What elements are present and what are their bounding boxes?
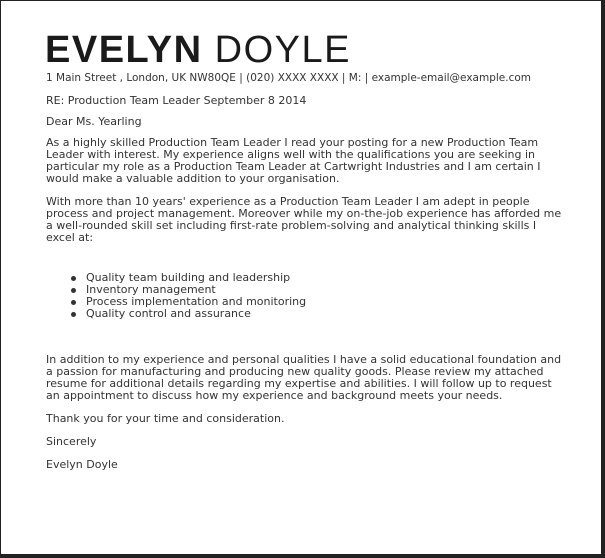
bullet-icon: [71, 312, 76, 317]
skill-text: Process implementation and monitoring: [86, 295, 307, 308]
paragraph-intro: As a highly skilled Production Team Leader I read your posting for a new Production Team Leader with interest. My experience aligns well with the qualifications you are seeking in particular my role as a Production Team Leader at Cartwright Industries and I am certain I would make a valuable addition to your organisation.: [46, 136, 541, 185]
contact-line: 1 Main Street , London, UK NW80QE | (020) XXXX XXXX | M: | example-email@example.com: [46, 72, 531, 84]
bullet-icon: [71, 288, 76, 293]
paragraph-experience: With more than 10 years' experience as a Production Team Leader I am adept in people process and project management. Moreover while my on-the-job experience has afforded me a well-rounded skill set including first-rate problem-solving and analytical thinking skills I excel at:: [46, 195, 562, 244]
salutation: Dear Ms. Yearling: [46, 115, 142, 128]
skill-text: Inventory management: [86, 283, 216, 296]
thanks-line: Thank you for your time and consideration.: [46, 412, 285, 425]
list-item: [71, 308, 566, 320]
re-line: RE: Production Team Leader September 8 2014: [46, 94, 307, 107]
skill-text: Quality team building and leadership: [86, 271, 291, 284]
skills-list: [46, 272, 566, 320]
paragraph-education: In addition to my experience and personal qualities I have a solid educational foundation and a passion for manufacturing and producing new quality goods. Please review my attached resume for additional details regarding my expertise and abilities. I will follow up to request an appointment to discuss how my experience and background meets your needs.: [46, 353, 562, 402]
closing: Sincerely: [46, 435, 97, 448]
letter-body: [46, 95, 566, 471]
bullet-icon: [71, 300, 76, 305]
applicant-name: [45, 31, 351, 69]
bullet-icon: [71, 276, 76, 281]
last-name: DOYLE: [214, 29, 351, 71]
first-name: EVELYN: [45, 29, 203, 71]
skill-text: Quality control and assurance: [86, 307, 251, 320]
signature: Evelyn Doyle: [46, 458, 118, 471]
